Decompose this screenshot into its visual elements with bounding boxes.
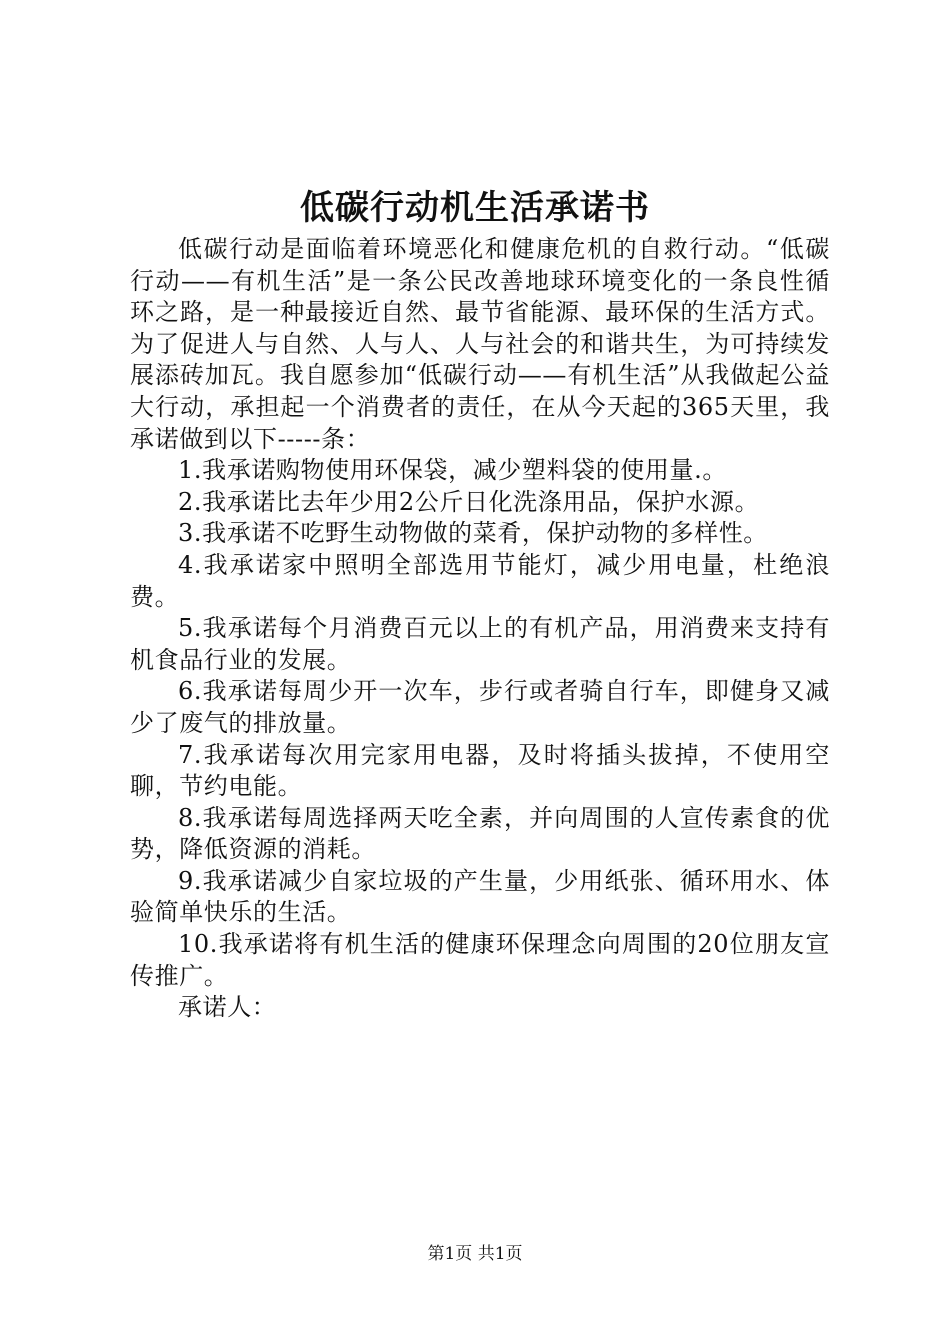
signature-label: 承诺人： [178, 993, 277, 1022]
pledge-item-10: 10.我承诺将有机生活的健康环保理念向周围的20位朋友宣传推广。 [130, 930, 830, 990]
pledge-item-6: 6.我承诺每周少开一次车，步行或者骑自行车，即健身又减少了废气的排放量。 [130, 677, 830, 737]
pledge-item-2: 2.我承诺比去年少用2公斤日化洗涤用品，保护水源。 [178, 487, 760, 516]
document-title: 低碳行动机生活承诺书 [300, 188, 650, 228]
pledge-item-1: 1.我承诺购物使用环保袋，减少塑料袋的使用量.。 [178, 456, 727, 485]
pledge-item-3: 3.我承诺不吃野生动物做的菜肴，保护动物的多样性。 [178, 519, 768, 548]
pledge-item-4: 4.我承诺家中照明全部选用节能灯，减少用电量，杜绝浪费。 [130, 550, 830, 611]
page-footer: 第1页 共1页 [427, 1244, 523, 1264]
intro-paragraph: 低碳行动是面临着环境恶化和健康危机的自救行动。“低碳行动——有机生活”是一条公民改善地球环境变化的一条良性循环之路，是一种最接近自然、最节省能源、最环保的生活方式。为了促进人与自然、人与人、人与社会的和谐共生，为可持续发展添砖加瓦。我自愿参加“低碳行动——有机生活”从我做起公益大行动，承担起一个消费者的责任，在从今天起的365天里，我承诺做到以下-----条： [130, 235, 830, 453]
document-body [130, 234, 830, 1024]
pledge-item-8: 8.我承诺每周选择两天吃全素，并向周围的人宣传素食的优势，降低资源的消耗。 [130, 803, 830, 864]
pledge-item-5: 5.我承诺每个月消费百元以上的有机产品，用消费来支持有机食品行业的发展。 [130, 614, 830, 674]
pledge-item-9: 9.我承诺减少自家垃圾的产生量，少用纸张、循环用水、体验简单快乐的生活。 [130, 866, 830, 927]
pledge-item-7: 7.我承诺每次用完家用电器，及时将插头拔掉，不使用空聊，节约电能。 [130, 740, 830, 801]
